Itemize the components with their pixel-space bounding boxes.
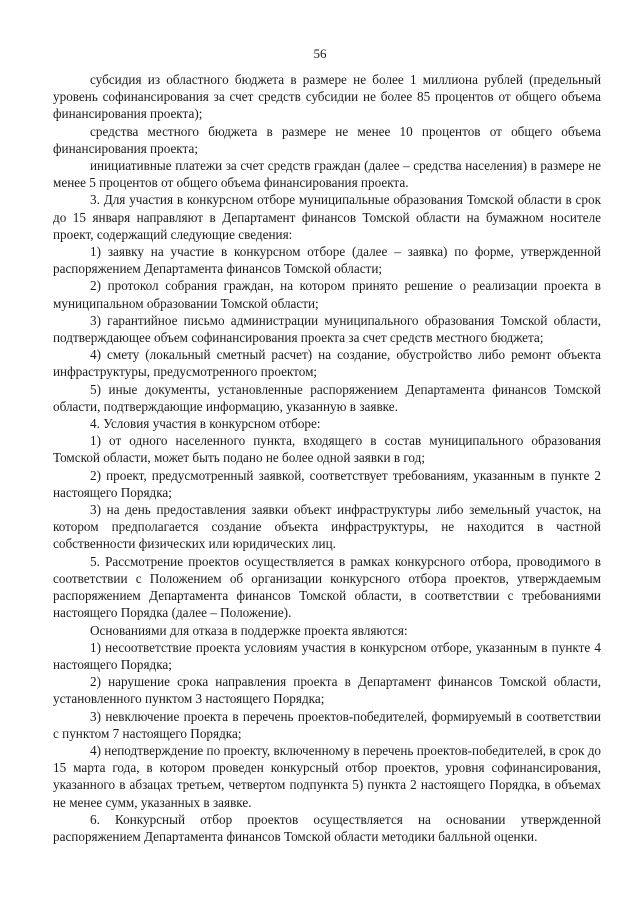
paragraph: инициативные платежи за счет средств граждан (далее – средства населения) в размере не менее 5 процентов от общего объема финансирования проекта. [53, 158, 601, 191]
paragraph: 1) заявку на участие в конкурсном отборе (далее – заявка) по форме, утвержденной распоряжением Департамента финансов Томской области; [53, 244, 601, 277]
paragraph: 5. Рассмотрение проектов осуществляется в рамках конкурсного отбора, проводимого в соответствии с Положением об организации конкурсного отбора проектов, утверждаемым распоряжением Департамента финансов Томской области, в соответствии с требованиями настоящего Порядка (далее – Положение). [53, 553, 601, 621]
paragraph: 3. Для участия в конкурсном отборе муниципальные образования Томской области в срок до 15 января направляют в Департамент финансов Томской области на бумажном носителе проект, содержащий следующие сведения: [53, 192, 601, 242]
paragraph: 1) несоответствие проекта условиям участия в конкурсном отборе, указанным в пункте 4 настоящего Порядка; [53, 639, 601, 672]
paragraph: 2) проект, предусмотренный заявкой, соответствует требованиям, указанным в пункте 2 настоящего Порядка; [53, 467, 601, 500]
paragraph: 5) иные документы, установленные распоряжением Департамента финансов Томской области, подтверждающие информацию, указанную в заявке. [53, 381, 601, 414]
page-number: 56 [313, 46, 327, 61]
paragraph: субсидия из областного бюджета в размере не более 1 миллиона рублей (предельный уровень софинансирования за счет средств субсидии не более 85 процентов от общего объема финансирования проекта); [53, 72, 601, 122]
paragraph: 4) неподтверждение по проекту, включенному в перечень проектов-победителей, в срок до 15 марта года, в котором проведен конкурсный отбор проектов, уровня софинансирования, указанного в абзацах третьем, четвертом подпункта 5) пункта 2 настоящего Порядка, в объемах не менее сумм, указанных в заявке. [53, 742, 601, 810]
paragraph: 3) на день предоставления заявки объект инфраструктуры либо земельный участок, на котором предполагается создание объекта инфраструктуры, не находится в частной собственности физических или юридических лиц. [53, 502, 601, 552]
paragraph: средства местного бюджета в размере не менее 10 процентов от общего объема финансирования проекта; [53, 123, 601, 156]
paragraph: 2) нарушение срока направления проекта в Департамент финансов Томской области, установленного пунктом 3 настоящего Порядка; [53, 674, 601, 707]
paragraph: 1) от одного населенного пункта, входящего в состав муниципального образования Томской области, может быть подано не более одной заявки в год; [53, 433, 601, 466]
paragraph: 4) смету (локальный сметный расчет) на создание, обустройство либо ремонт объекта инфраструктуры, предусмотренного проектом; [53, 347, 601, 380]
paragraph: 3) невключение проекта в перечень проектов-победителей, формируемый в соответствии с пунктом 7 настоящего Порядка; [53, 708, 601, 741]
document-body [53, 71, 601, 845]
paragraph: 3) гарантийное письмо администрации муниципального образования Томской области, подтверждающее объем софинансирования проекта за счет средств местного бюджета; [53, 312, 601, 346]
paragraph: Основаниями для отказа в поддержке проекта являются: [90, 622, 408, 638]
paragraph: 6. Конкурсный отбор проектов осуществляется на основании утвержденной распоряжением Департамента финансов Томской области методики балльной оценки. [53, 811, 601, 844]
paragraph: 2) протокол собрания граждан, на котором принято решение о реализации проекта в муниципальном образовании Томской области; [53, 278, 601, 311]
paragraph: 4. Условия участия в конкурсном отборе: [90, 416, 321, 432]
